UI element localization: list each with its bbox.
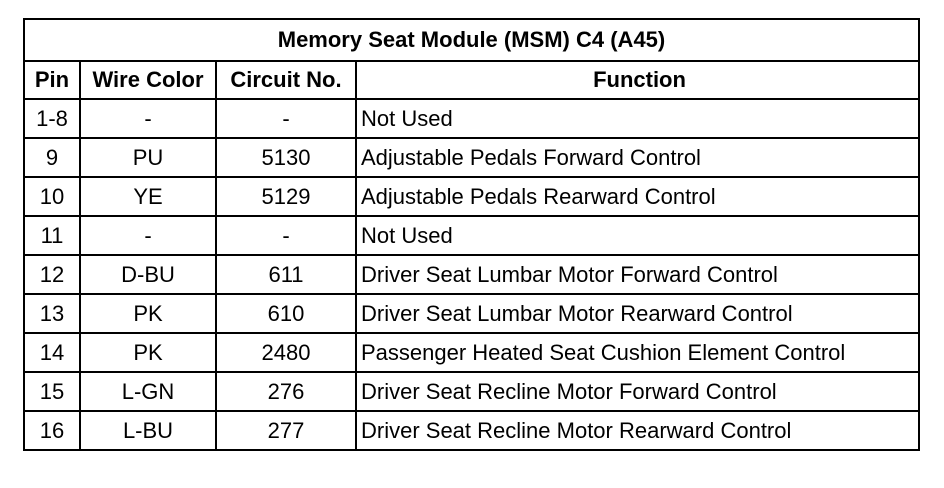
header-row — [24, 61, 919, 99]
cell-function: Passenger Heated Seat Cushion Element Control — [356, 333, 919, 372]
table-row — [24, 411, 919, 450]
cell-function: Adjustable Pedals Forward Control — [356, 138, 919, 177]
cell-wire-color: YE — [80, 177, 216, 216]
table-row — [24, 138, 919, 177]
table-title: Memory Seat Module (MSM) C4 (A45) — [23, 18, 920, 60]
cell-function: Driver Seat Lumbar Motor Forward Control — [356, 255, 919, 294]
cell-pin: 9 — [24, 138, 80, 177]
cell-pin: 11 — [24, 216, 80, 255]
cell-wire-color: D-BU — [80, 255, 216, 294]
cell-pin: 14 — [24, 333, 80, 372]
cell-pin: 10 — [24, 177, 80, 216]
table-row — [24, 99, 919, 138]
cell-circuit-no: 5130 — [216, 138, 356, 177]
cell-pin: 12 — [24, 255, 80, 294]
header-wire-color: Wire Color — [80, 61, 216, 99]
cell-wire-color: PU — [80, 138, 216, 177]
cell-wire-color: PK — [80, 294, 216, 333]
cell-wire-color: - — [80, 99, 216, 138]
header-pin: Pin — [24, 61, 80, 99]
table-row — [24, 177, 919, 216]
cell-circuit-no: 610 — [216, 294, 356, 333]
header-function: Function — [356, 61, 919, 99]
cell-wire-color: L-BU — [80, 411, 216, 450]
table-row — [24, 294, 919, 333]
cell-pin: 13 — [24, 294, 80, 333]
cell-pin: 16 — [24, 411, 80, 450]
cell-pin: 1-8 — [24, 99, 80, 138]
cell-function: Driver Seat Lumbar Motor Rearward Control — [356, 294, 919, 333]
cell-function: Not Used — [356, 216, 919, 255]
connector-pinout-table — [23, 18, 920, 451]
cell-circuit-no: 277 — [216, 411, 356, 450]
table-row — [24, 255, 919, 294]
cell-circuit-no: 276 — [216, 372, 356, 411]
cell-circuit-no: - — [216, 216, 356, 255]
cell-circuit-no: 611 — [216, 255, 356, 294]
cell-wire-color: L-GN — [80, 372, 216, 411]
cell-function: Adjustable Pedals Rearward Control — [356, 177, 919, 216]
table-row — [24, 216, 919, 255]
cell-pin: 15 — [24, 372, 80, 411]
header-circuit-no: Circuit No. — [216, 61, 356, 99]
table-row — [24, 333, 919, 372]
cell-function: Driver Seat Recline Motor Rearward Control — [356, 411, 919, 450]
cell-function: Driver Seat Recline Motor Forward Control — [356, 372, 919, 411]
cell-circuit-no: 5129 — [216, 177, 356, 216]
cell-wire-color: - — [80, 216, 216, 255]
cell-circuit-no: - — [216, 99, 356, 138]
table-row — [24, 372, 919, 411]
cell-circuit-no: 2480 — [216, 333, 356, 372]
cell-wire-color: PK — [80, 333, 216, 372]
cell-function: Not Used — [356, 99, 919, 138]
